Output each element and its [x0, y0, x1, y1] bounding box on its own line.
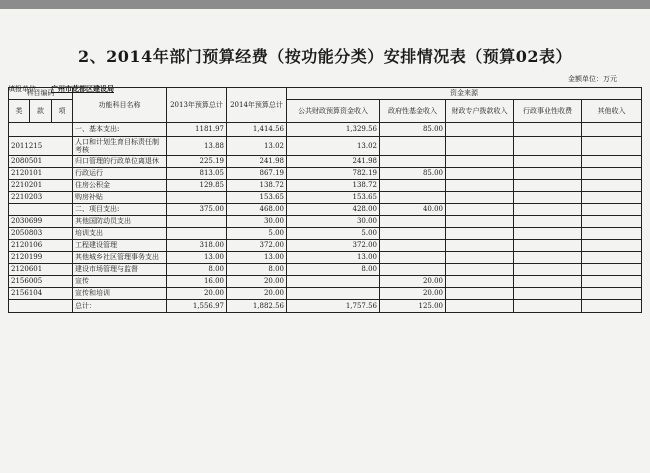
cell-t2013: 1,556.97 [167, 299, 227, 312]
table-row [9, 179, 642, 191]
cell-t2014: 372.00 [227, 239, 287, 251]
cell-pub: 372.00 [287, 239, 380, 251]
cell-t2014: 5.00 [227, 227, 287, 239]
cell-function-name: 行政运行 [73, 167, 167, 179]
cell-oth [582, 239, 642, 251]
cell-oth [582, 179, 642, 191]
cell-pub: 13.00 [287, 251, 380, 263]
cell-pub: 30.00 [287, 215, 380, 227]
cell-t2013: 8.00 [167, 263, 227, 275]
cell-pub: 782.19 [287, 167, 380, 179]
cell-pub [287, 287, 380, 299]
header-public-finance: 公共财政预算资金收入 [287, 99, 380, 122]
cell-gov [380, 191, 446, 203]
cell-pub: 1,757.56 [287, 299, 380, 312]
table-row [9, 275, 642, 287]
cell-oth [582, 263, 642, 275]
cell-oth [582, 251, 642, 263]
cell-function-name: 购房补贴 [73, 191, 167, 203]
cell-function-name: 其他城乡社区管理事务支出 [73, 251, 167, 263]
cell-sp [446, 122, 514, 136]
table-row [9, 287, 642, 299]
cell-oth [582, 215, 642, 227]
cell-sp [446, 155, 514, 167]
cell-t2013: 225.19 [167, 155, 227, 167]
cell-code: 2011215 [9, 136, 73, 155]
cell-t2013 [167, 215, 227, 227]
cell-sp [446, 251, 514, 263]
cell-inst [514, 122, 582, 136]
cell-t2013: 375.00 [167, 203, 227, 215]
cell-oth [582, 155, 642, 167]
amount-unit: 金额单位：万元 [568, 75, 617, 83]
cell-sp [446, 263, 514, 275]
table-row [9, 227, 642, 239]
unit-name: 广州市花都区建设局 [51, 84, 114, 93]
header-gov-fund: 政府性基金收入 [380, 99, 446, 122]
cell-t2014: 30.00 [227, 215, 287, 227]
cell-sp [446, 287, 514, 299]
cell-code: 2210201 [9, 179, 73, 191]
cell-sp [446, 275, 514, 287]
table-row [9, 122, 642, 136]
cell-t2014: 1,882.56 [227, 299, 287, 312]
cell-oth [582, 299, 642, 312]
cell-sp [446, 191, 514, 203]
cell-gov [380, 239, 446, 251]
cell-inst [514, 299, 582, 312]
cell-sp [446, 215, 514, 227]
cell-gov [380, 179, 446, 191]
cell-oth [582, 227, 642, 239]
cell-inst [514, 251, 582, 263]
cell-code [9, 122, 73, 136]
cell-t2013: 318.00 [167, 239, 227, 251]
cell-t2014: 20.00 [227, 287, 287, 299]
cell-function-name: 其他国防动员支出 [73, 215, 167, 227]
cell-code: 2156104 [9, 287, 73, 299]
cell-oth [582, 287, 642, 299]
header-institution: 行政事业性收费 [514, 99, 582, 122]
cell-function-name: 一、基本支出: [73, 122, 167, 136]
cell-inst [514, 227, 582, 239]
cell-code: 2080501 [9, 155, 73, 167]
cell-inst [514, 191, 582, 203]
cell-inst [514, 275, 582, 287]
header-code-xiang: 项 [52, 99, 73, 122]
cell-code: 2120106 [9, 239, 73, 251]
cell-t2013: 813.05 [167, 167, 227, 179]
cell-gov [380, 251, 446, 263]
cell-t2014: 13.00 [227, 251, 287, 263]
cell-function-name: 宣传 [73, 275, 167, 287]
table-row [9, 155, 642, 167]
cell-t2014: 1,414.56 [227, 122, 287, 136]
cell-t2013 [167, 191, 227, 203]
cell-t2014: 8.00 [227, 263, 287, 275]
cell-sp [446, 227, 514, 239]
cell-gov: 85.00 [380, 122, 446, 136]
cell-inst [514, 203, 582, 215]
cell-t2013: 1181.97 [167, 122, 227, 136]
cell-code [9, 203, 73, 215]
scan-border [0, 0, 650, 9]
table-row [9, 215, 642, 227]
cell-gov [380, 263, 446, 275]
cell-sp [446, 203, 514, 215]
cell-gov: 20.00 [380, 287, 446, 299]
cell-function-name: 建设市场管理与监督 [73, 263, 167, 275]
header-funding-group: 资金来源 [287, 88, 642, 100]
cell-t2014: 241.98 [227, 155, 287, 167]
cell-t2014: 468.00 [227, 203, 287, 215]
cell-code: 2120199 [9, 251, 73, 263]
cell-pub [287, 275, 380, 287]
cell-inst [514, 239, 582, 251]
cell-gov [380, 227, 446, 239]
cell-sp [446, 179, 514, 191]
cell-oth [582, 203, 642, 215]
header-other: 其他收入 [582, 99, 642, 122]
cell-inst [514, 287, 582, 299]
cell-sp [446, 136, 514, 155]
cell-inst [514, 155, 582, 167]
budget-table [8, 87, 642, 313]
header-total-2013: 2013年预算总计 [167, 88, 227, 123]
table-row [9, 299, 642, 312]
header-special-fiscal: 财政专户拨款收入 [446, 99, 514, 122]
table-row [9, 203, 642, 215]
cell-code: 2030699 [9, 215, 73, 227]
table-row [9, 136, 642, 155]
cell-function-name: 二、项目支出: [73, 203, 167, 215]
cell-t2013: 20.00 [167, 287, 227, 299]
cell-sp [446, 239, 514, 251]
cell-t2014: 153.65 [227, 191, 287, 203]
cell-pub: 241.98 [287, 155, 380, 167]
cell-t2013: 129.85 [167, 179, 227, 191]
cell-code: 2156005 [9, 275, 73, 287]
cell-function-name: 工程建设管理 [73, 239, 167, 251]
cell-pub: 1,329.56 [287, 122, 380, 136]
cell-oth [582, 167, 642, 179]
header-code-kuan: 款 [30, 99, 52, 122]
cell-function-name: 人口和计划生育目标责任制考核 [73, 136, 167, 155]
header-total-2014: 2014年预算总计 [227, 88, 287, 123]
table-row [9, 263, 642, 275]
header-code-group: 科目编码 [9, 88, 73, 100]
cell-pub: 13.02 [287, 136, 380, 155]
cell-gov: 20.00 [380, 275, 446, 287]
cell-t2014: 867.19 [227, 167, 287, 179]
cell-t2013: 13.00 [167, 251, 227, 263]
cell-t2013 [167, 227, 227, 239]
cell-code: 2210203 [9, 191, 73, 203]
cell-inst [514, 167, 582, 179]
cell-t2014: 20.00 [227, 275, 287, 287]
cell-gov [380, 136, 446, 155]
cell-inst [514, 136, 582, 155]
cell-pub: 428.00 [287, 203, 380, 215]
cell-pub: 153.65 [287, 191, 380, 203]
cell-pub: 5.00 [287, 227, 380, 239]
cell-oth [582, 191, 642, 203]
cell-function-name: 宣传和培训 [73, 287, 167, 299]
unit-label: 填报单位： [8, 85, 43, 93]
cell-sp [446, 167, 514, 179]
cell-oth [582, 136, 642, 155]
cell-oth [582, 122, 642, 136]
table-row [9, 191, 642, 203]
cell-function-name: 培训支出 [73, 227, 167, 239]
cell-code [9, 299, 73, 312]
cell-inst [514, 263, 582, 275]
cell-gov: 40.00 [380, 203, 446, 215]
cell-oth [582, 275, 642, 287]
table-row [9, 251, 642, 263]
cell-t2014: 13.02 [227, 136, 287, 155]
cell-gov [380, 155, 446, 167]
header-code-lei: 类 [9, 99, 30, 122]
cell-function-name: 总计： [73, 299, 167, 312]
header-name: 功能科目名称 [73, 88, 167, 123]
cell-function-name: 住房公积金 [73, 179, 167, 191]
cell-t2013: 16.00 [167, 275, 227, 287]
cell-t2014: 138.72 [227, 179, 287, 191]
cell-pub: 138.72 [287, 179, 380, 191]
cell-code: 2050803 [9, 227, 73, 239]
cell-sp [446, 299, 514, 312]
cell-gov [380, 215, 446, 227]
cell-function-name: 归口管理的行政单位离退休 [73, 155, 167, 167]
cell-gov: 125.00 [380, 299, 446, 312]
cell-inst [514, 179, 582, 191]
table-row [9, 239, 642, 251]
cell-gov: 85.00 [380, 167, 446, 179]
cell-inst [514, 215, 582, 227]
page-title: 2、2014年部门预算经费（按功能分类）安排情况表（预算02表） [78, 47, 572, 66]
cell-code: 2120101 [9, 167, 73, 179]
cell-t2013: 13.88 [167, 136, 227, 155]
cell-pub: 8.00 [287, 263, 380, 275]
cell-code: 2120601 [9, 263, 73, 275]
table-row [9, 167, 642, 179]
